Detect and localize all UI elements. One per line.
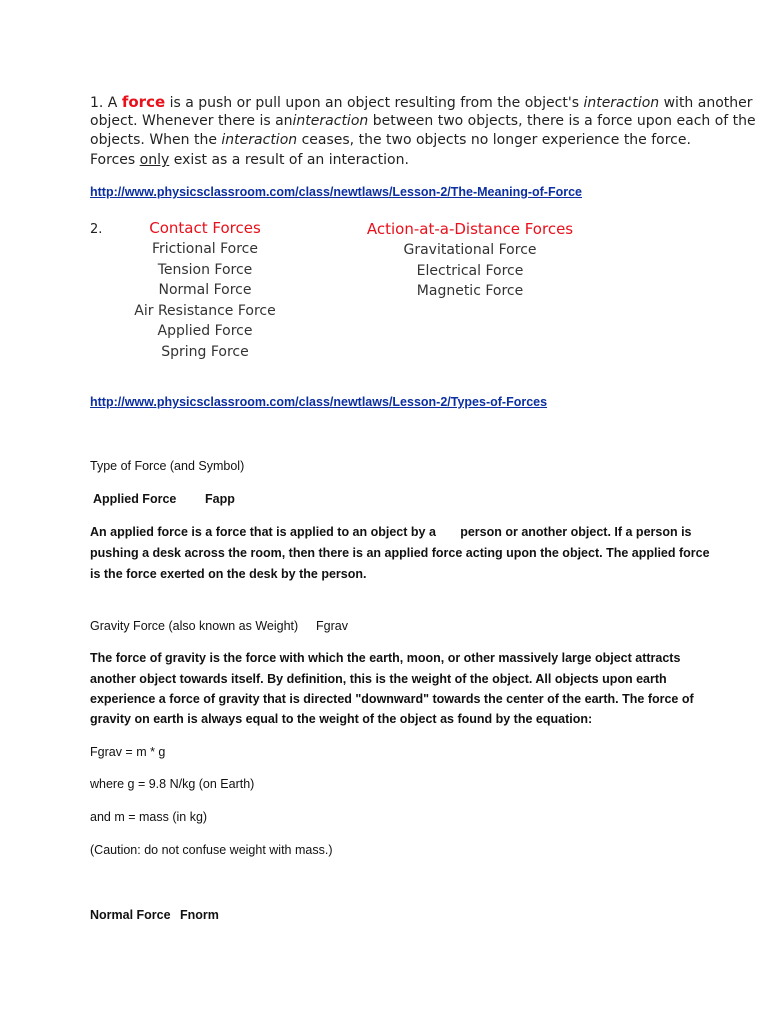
contact-item: Frictional Force: [152, 241, 258, 257]
applied-paragraph-line: is the force exerted on the desk by the person.: [90, 567, 367, 581]
types-of-forces-link[interactable]: http://www.physicsclassroom.com/class/newtlaws/Lesson-2/Types-of-Forces: [90, 395, 548, 409]
contact-item: Tension Force: [157, 261, 253, 278]
applied-paragraph-line: pushing a desk across the room, then there is an applied force acting upon the object. The applied force: [90, 546, 710, 560]
paragraph-line: Forces only exist as a result of an interaction.: [90, 152, 409, 168]
contact-forces-heading: Contact Forces: [149, 219, 261, 237]
paragraph-line: objects. When the interaction ceases, the two objects no longer experience the force.: [90, 132, 691, 148]
applied-paragraph-line: An applied force is a force that is applied to an object by a person or another object. If a person is: [90, 525, 692, 539]
contact-item: Applied Force: [157, 323, 253, 339]
normal-force-name: Normal Force: [90, 908, 171, 922]
distance-item: Magnetic Force: [416, 283, 524, 299]
and-m-line: and m = mass (in kg): [90, 810, 208, 824]
gravity-paragraph-line: experience a force of gravity that is directed "downward" towards the center of the earth. The force of: [90, 692, 694, 706]
item-number: 2.: [90, 222, 103, 237]
paragraph-line: 1. A force is a push or pull upon an object resulting from the object's interaction with another: [90, 93, 753, 111]
type-of-force-heading: Type of Force (and Symbol): [90, 459, 245, 473]
gravity-force-name: Gravity Force (also known as Weight): [90, 619, 299, 633]
contact-item: Spring Force: [161, 343, 249, 360]
gravity-paragraph-line: The force of gravity is the force with which the earth, moon, or other massively large object attracts: [90, 651, 681, 665]
contact-item: Air Resistance Force: [134, 302, 276, 319]
distance-forces-column: [345, 218, 595, 302]
distance-item: Gravitational Force: [403, 242, 537, 258]
paragraph-line: object. Whenever there is aninteraction between two objects, there is a force upon each of the: [90, 113, 756, 129]
gravity-paragraph-line: gravity on earth is always equal to the weight of the object as found by the equation:: [90, 712, 593, 726]
contact-item: Normal Force: [158, 282, 252, 298]
applied-force-name: Applied Force: [93, 492, 177, 506]
distance-item: Electrical Force: [416, 262, 524, 279]
contact-forces-column: [105, 217, 305, 362]
distance-forces-heading: Action-at-a-Distance Forces: [366, 220, 574, 238]
gravity-force-symbol: Fgrav: [316, 619, 348, 633]
gravity-paragraph-line: another object towards itself. By definition, this is the weight of the object. All objects upon earth: [90, 672, 667, 686]
caution-line: (Caution: do not confuse weight with mass.): [90, 843, 333, 857]
force-term: force: [121, 93, 166, 111]
item-number: 1. A: [90, 95, 122, 111]
where-g-line: where g = 9.8 N/kg (on Earth): [90, 777, 255, 791]
meaning-of-force-link[interactable]: http://www.physicsclassroom.com/class/newtlaws/Lesson-2/The-Meaning-of-Force: [90, 185, 583, 199]
normal-force-symbol: Fnorm: [180, 908, 219, 922]
gravity-equation: Fgrav = m * g: [90, 745, 166, 759]
applied-force-symbol: Fapp: [205, 492, 235, 506]
